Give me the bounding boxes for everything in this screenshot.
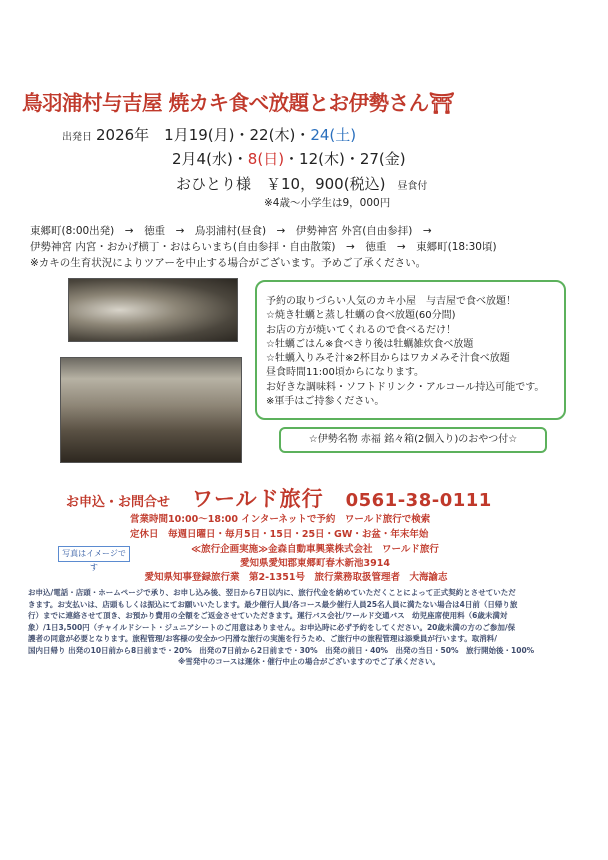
route-note: ※カキの生育状況によりツアーを中止する場合がございます。予めご了承ください。	[30, 257, 427, 269]
price-line	[176, 173, 427, 194]
child-price: ※4歳～小学生は9，000円	[264, 197, 391, 209]
info-line: お好きな調味料・ソフトドリンク・アルコール持込可能です。	[266, 381, 545, 393]
route-itinerary	[30, 223, 497, 271]
price-text: おひとり様 ￥10，900(税込)	[176, 175, 386, 193]
business-line: 営業時間10:00～18:00 インターネットで予約 ワールド旅行で検索	[130, 514, 431, 525]
fine-print	[28, 587, 588, 668]
phone-number: 0561-38-0111	[345, 490, 492, 511]
gift-box: ☆伊勢名物 赤福 銘々箱(2個入り)のおやつ付☆	[279, 427, 547, 453]
info-line: ※軍手はご持参ください。	[266, 396, 385, 408]
info-line: ☆牡蠣ごはん※食べきり後は牡蠣雑炊食べ放題	[266, 338, 474, 350]
business-line: 定休日 毎週日曜日・毎月5日・15日・25日・GW・お盆・年末年始	[130, 529, 429, 540]
fine-line: 護者の同意が必要となります。旅程管理/お客様の安全かつ円滑な旅行の実施を行うため、ご旅行中の旅程管理は添乗員が行います。取消料/	[28, 634, 497, 643]
fine-line: きます。お支払いは、店頭もしくは振込にてお願いいたします。最少催行人員/各コース最少催行人員25名人員に満たない場合は4日前（日帰り旅	[28, 599, 518, 609]
agency-name: ワールド旅行	[192, 487, 324, 511]
info-line: お店の方が焼いてくれるので食べるだけ！	[266, 324, 456, 336]
fine-line: ※雪発中のコースは運休・催行中止の場合がございますのでご了承ください。	[178, 657, 440, 666]
date-segment: 2026年 1月19(月)・22(木)・	[96, 126, 311, 144]
info-box	[255, 280, 566, 420]
oyster-photo	[68, 278, 238, 342]
image-note: 写真はイメージです	[58, 546, 130, 562]
info-line: ☆牡蠣入りみそ汁※2杯目からはワカメみそ汁食べ放題	[266, 353, 510, 365]
grilled-oyster-photo	[60, 357, 242, 463]
company-line: 愛知県愛知郡東郷町春木新池3914	[240, 558, 390, 569]
info-line: 昼食時間11:00頃からになります。	[266, 367, 425, 379]
departure-dates-line1	[62, 124, 356, 145]
meal-note: 昼食付	[397, 181, 428, 192]
contact-label: お申込・お問合せ	[66, 495, 171, 510]
info-line: ☆焼き牡蠣と蒸し牡蠣の食べ放題(60分間)	[266, 310, 456, 322]
company-info	[144, 543, 460, 585]
info-line: 予約の取りづらい人気のカキ小屋 与吉屋で食べ放題！	[266, 296, 516, 307]
date-segment: 24(土)	[310, 126, 357, 144]
fine-line: 行）までに連絡させて頂き、お預かり費用の全額をご返金させていただきます。運行バス会社/ワールド交通バス 幼児座席使用料（6歳未満対	[28, 611, 508, 620]
departure-dates-line2	[172, 148, 406, 169]
fine-line: お申込/電話・店頭・ホームページで承り、お申し込み後、翌日から7日以内に、旅行代金を納めていただくことによって正式契約とさせていただ	[28, 588, 516, 597]
company-line: 愛知県知事登録旅行業 第2-1351号 旅行業務取扱管理者 大海諭志	[144, 572, 448, 583]
contact-line	[66, 483, 492, 513]
fine-line: 国内日帰り 出発の10日前から8日前まで・20% 出発の7日前から2日前まで・30% 出発の前日・40% 出発の当日・50% 旅行開始後・100%	[28, 645, 535, 655]
fine-line: 象）/1日3,500円（チャイルドシート・ジュニアシートのご用意はありません。お申込時に必ず予約をしてください。20歳未満の方のご参加/保	[28, 622, 516, 632]
business-hours	[130, 512, 430, 542]
company-line: ≪旅行企画実施≫金森自動車興業株式会社 ワールド旅行	[191, 544, 439, 555]
departure-label: 出発日	[62, 132, 92, 143]
date-segment: 2月4(水)・	[172, 150, 248, 168]
route-line: 伊勢神宮 内宮・おかげ横丁・おはらいまち(自由参拝・自由散策) → 徳重 → 東郷町(18:30頃)	[30, 241, 497, 253]
route-line: 東郷町(8:00出発) → 徳重 → 鳥羽浦村(昼食) → 伊勢神宮 外宮(自由参拝) →	[30, 225, 432, 237]
page-title: 鳥羽浦村与吉屋 焼カキ食べ放題とお伊勢さん⛩	[22, 91, 455, 115]
date-segment: 8(日)	[247, 150, 285, 168]
date-segment: ・12(木)・27(金)	[284, 150, 406, 168]
